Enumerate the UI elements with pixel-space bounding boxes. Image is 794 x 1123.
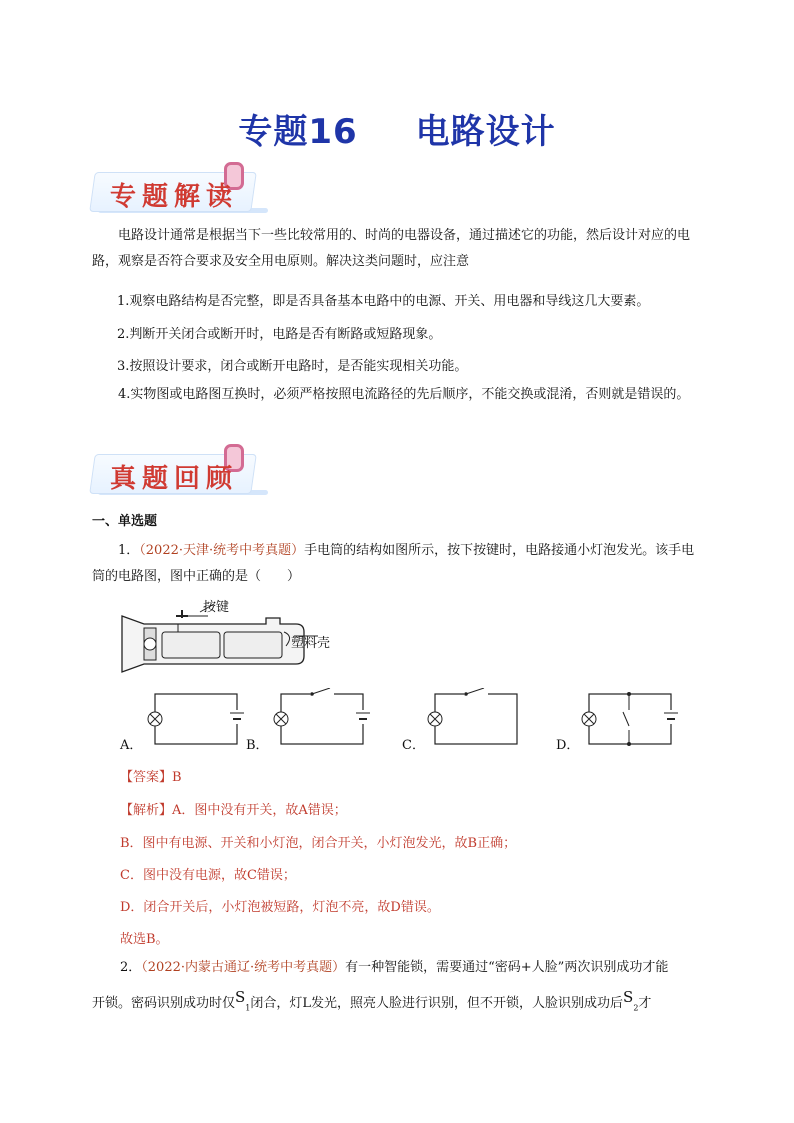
answer-value: B — [172, 770, 182, 785]
figure-label-button: 按键 — [203, 600, 230, 615]
intro-item-4: 4.实物图或电路图互换时，必须严格按照电流路径的先后顺序，不能交换或混淆，否则就是错误的。 — [118, 387, 690, 402]
banner-label: 专题解读 — [110, 182, 239, 212]
option-c-label: C． — [402, 738, 425, 753]
question-2-line2: 开锁。密码识别成功时仅$S_1$闭合，灯L发光，照亮人脸进行识别，但不开锁，人脸识别成功后$S_2$才 — [92, 988, 652, 1013]
banner-topic-interpretation — [92, 168, 254, 214]
question-1: 1．（2022·天津·统考中考真题）手电筒的结构如图所示，按下按键时，电路接通小灯泡发光。该手电筒的电路图，图中正确的是（ ） — [92, 543, 695, 584]
intro-item-1: 1.观察电路结构是否完整，即是否具备基本电路中的电源、开关、用电器和导线这几大要素。 — [117, 294, 650, 309]
analysis-line-d: D．闭合开关后，小灯泡被短路，灯泡不亮，故D错误。 — [120, 900, 440, 915]
answer-line: 【答案】B — [120, 770, 182, 785]
analysis-line-c: C．图中没有电源，故C错误； — [120, 868, 296, 883]
page-title — [0, 104, 794, 153]
intro-paragraph: 电路设计通常是根据当下一些比较常用的、时尚的电器设备，通过描述它的功能，然后设计对应的电路，观察是否符合要求及安全用电原则。解决这类问题时，应注意 — [92, 228, 691, 269]
analysis-line-b: B．图中有电源、开关和小灯泡，闭合开关，小灯泡发光，故B正确； — [120, 836, 517, 851]
title-topic-number: 专题16 — [238, 112, 358, 152]
circuit-option-c — [420, 688, 530, 750]
intro-item-3: 3.按照设计要求，闭合或断开电路时，是否能实现相关功能。 — [117, 359, 468, 374]
conclusion-line: 故选B。 — [120, 932, 169, 947]
question-text: 手电筒的结构如图所示，按下按键时，电路接通小灯泡发光。该手电筒的电路图，图中正确的是（ ） — [92, 543, 695, 584]
option-d-label: D． — [556, 738, 580, 753]
question-2-line1: 2．（2022·内蒙古通辽·统考中考真题）有一种智能锁，需要通过“密码+人脸”两次识别成功才能 — [120, 960, 669, 975]
figure-label-shell: 塑料壳 — [291, 636, 331, 651]
section-heading: 一、单选题 — [92, 514, 158, 529]
circuit-option-b — [266, 688, 376, 750]
question-source: （2022·内蒙古通辽·统考中考真题） — [141, 960, 346, 975]
option-a-label: A． — [120, 738, 143, 753]
option-b-label: B． — [246, 738, 269, 753]
circuit-option-d — [574, 688, 684, 750]
question-source: （2022·天津·统考中考真题） — [139, 543, 305, 558]
title-topic-name: 电路设计 — [415, 112, 556, 152]
banner-label: 真题回顾 — [110, 464, 239, 494]
banner-past-exams — [92, 450, 254, 496]
circuit-option-a — [140, 688, 250, 750]
analysis-line-a: 【解析】A．图中没有开关，故A错误； — [120, 803, 347, 818]
intro-item-2: 2.判断开关闭合或断开时，电路是否有断路或短路现象。 — [117, 327, 442, 342]
